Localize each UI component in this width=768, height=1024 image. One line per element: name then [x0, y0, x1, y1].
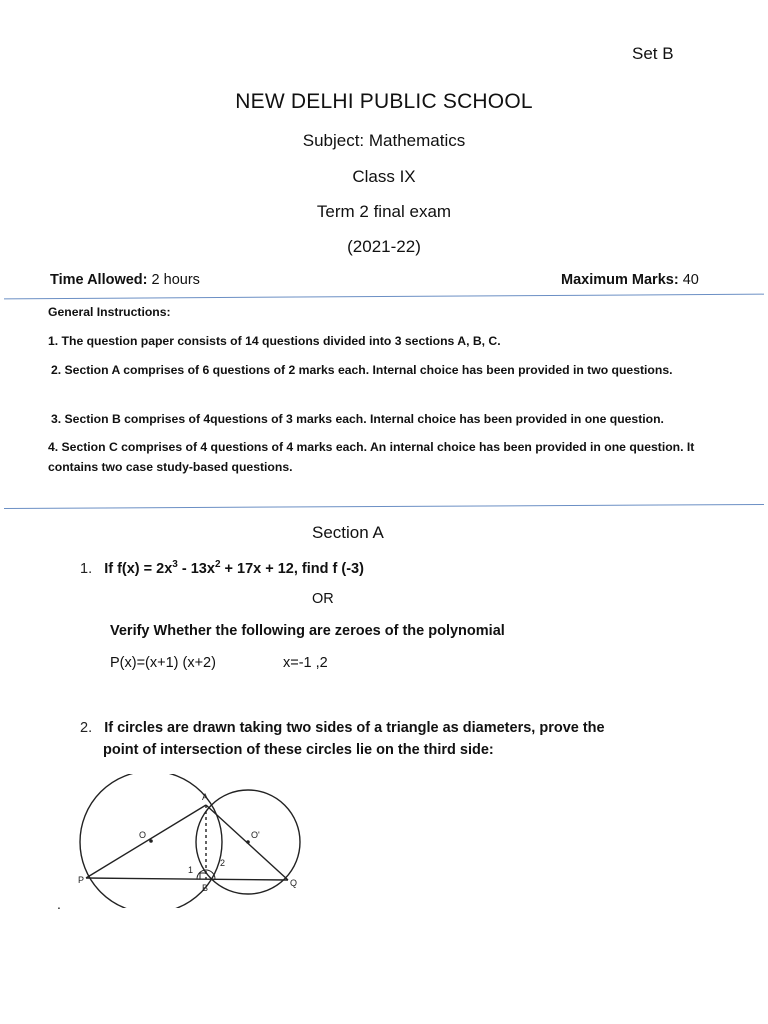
time-allowed: [50, 272, 200, 288]
school-name: NEW DELHI PUBLIC SCHOOL: [235, 90, 533, 113]
question-1-text-b: - 13x: [177, 560, 215, 577]
exponent-3: 3: [172, 559, 178, 570]
label-p: P: [78, 875, 85, 885]
question-2-line-1: [80, 720, 605, 736]
geometry-figure: [74, 774, 314, 908]
question-2-number: 2.: [80, 720, 93, 736]
label-angle-1: 1: [188, 865, 194, 875]
label-angle-2: 2: [220, 858, 226, 868]
label-o: O: [139, 830, 147, 840]
question-1-number: 1.: [80, 560, 93, 577]
question-1-text-c: + 17x + 12, find f (-3): [220, 560, 364, 577]
label-o-prime: O': [251, 830, 260, 840]
label-q: Q: [290, 878, 298, 888]
section-a-title: Section A: [312, 523, 384, 542]
marks-value: 40: [682, 272, 699, 288]
question-2-line-2: point of intersection of these circles lie on the third side:: [103, 742, 494, 758]
marks-label: Maximum Marks:: [561, 272, 679, 288]
question-2-text-1: If circles are drawn taking two sides of a triangle as diameters, prove the: [104, 720, 605, 736]
question-1: [80, 559, 364, 577]
term-line: Term 2 final exam: [316, 202, 452, 221]
time-label: Time Allowed:: [50, 272, 148, 288]
year-line: (2021-22): [347, 237, 421, 256]
divider-top: [4, 294, 764, 300]
trailing-dot: .: [57, 896, 61, 912]
center-o-dot: [149, 839, 153, 843]
set-label: Set B: [632, 44, 674, 63]
time-value: 2 hours: [151, 272, 200, 288]
instruction-item-1: 1. The question paper consists of 14 questions divided into 3 sections A, B, C.: [48, 334, 501, 348]
segment-pq: [86, 878, 288, 880]
question-1-text-a: If f(x) = 2x: [104, 560, 173, 577]
subject-line: Subject: Mathematics: [302, 131, 466, 150]
right-angle-mark: [200, 873, 206, 879]
maximum-marks: [561, 272, 699, 288]
instructions-title: General Instructions:: [48, 305, 171, 319]
question-1-alternative: Verify Whether the following are zeroes of the polynomial: [110, 623, 505, 639]
instruction-item-4: 4. Section C comprises of 4 questions of 4 marks each. An internal choice has been provided in one question. It contains two case study-based questions.: [48, 440, 695, 474]
instruction-item-3: 3. Section B comprises of 4questions of 3 marks each. Internal choice has been provided in one question.: [51, 412, 664, 426]
instruction-item-2: 2. Section A comprises of 6 questions of 2 marks each. Internal choice has been provided in two questions.: [51, 363, 673, 377]
polynomial: P(x)=(x+1) (x+2): [110, 655, 216, 671]
exponent-2: 2: [214, 559, 221, 570]
class-line: Class IX: [352, 167, 416, 186]
label-b: B: [202, 883, 209, 893]
center-o-prime-dot: [246, 840, 250, 844]
divider-bottom: [4, 504, 764, 509]
zero-values: x=-1 ,2: [283, 655, 328, 671]
label-a: A: [202, 792, 209, 802]
or-label: OR: [312, 591, 334, 607]
